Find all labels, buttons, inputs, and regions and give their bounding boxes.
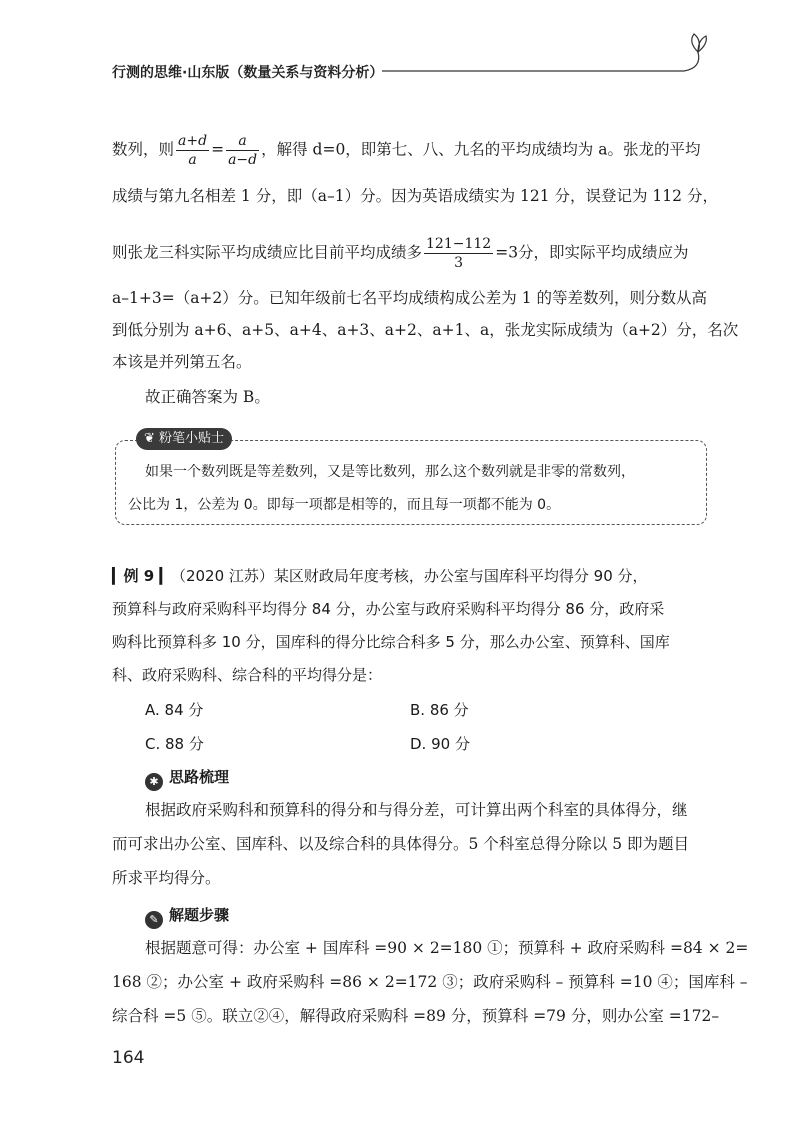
example-line-2: 预算科与政府采购科平均得分 84 分，办公室与政府采购科平均得分 86 分，政府采 <box>112 600 665 618</box>
sprout-icon: ❦ <box>144 431 160 446</box>
thinking-line-2: 而可求出办公室、国库科、以及综合科的具体得分。5 个科室总得分除以 5 即为题目 <box>112 835 690 853</box>
steps-line-2: 168 ②；办公室 + 政府采购科 =86 × 2=172 ③；政府采购科 – 预算科 =10 ④；国库科 – <box>112 973 748 991</box>
example-line-4: 科、政府采购科、综合科的平均得分是： <box>112 666 383 684</box>
solution-line-2: 成绩与第九名相差 1 分，即（a–1）分。因为英语成绩实为 121 分，误登记为 112 分， <box>112 187 718 205</box>
example-line-3: 购科比预算科多 10 分，国库科的得分比综合科多 5 分，那么办公室、预算科、国库 <box>112 633 670 651</box>
steps-line-1: 根据题意可得：办公室 + 国库科 =90 × 2=180 ①；预算科 + 政府采购科 =84 × 2= <box>145 939 749 957</box>
option-c: C. 88 分 <box>145 735 204 753</box>
answer-line: 故正确答案为 B。 <box>145 388 270 406</box>
thinking-heading: ✱ 思路梳理 <box>145 766 229 788</box>
tip-line-2: 公比为 1，公差为 0。即每一项都是相等的，而且每一项都不能为 0。 <box>128 497 561 513</box>
fraction-1: $\frac{a+d}{a}$ <box>178 133 208 168</box>
option-b: B. 86 分 <box>410 701 469 719</box>
fraction-2: $\frac{a}{a-d}$ <box>228 133 258 168</box>
header-leaf-rule <box>372 0 712 95</box>
thinking-line-1: 根据政府采购科和预算科的得分和与得分差，可计算出两个科室的具体得分，继 <box>145 801 688 819</box>
example-line-1: ▎例 9 ▎（2020 江苏）某区财政局年度考核，办公室与国库科平均得分 90 分， <box>112 567 648 585</box>
lightbulb-icon: ✱ <box>145 773 163 791</box>
solution-line-1: 数列，则 $\frac{a+d}{a}$ = $\frac{a}{a-d}$ ，解得 d=0，即第七、八、九名的平均成绩均为 a。张龙的平均 <box>112 133 701 168</box>
tip-line-1: 如果一个数列既是等差数列，又是等比数列，那么这个数列就是非零的常数列， <box>145 464 635 480</box>
solution-line-5: 到低分别为 a+6、a+5、a+4、a+3、a+2、a+1、a，张龙实际成绩为（a+2）分，名次 <box>112 321 739 339</box>
page-number: 164 <box>112 1048 145 1068</box>
pencil-icon: ✎ <box>145 911 163 929</box>
tip-badge: ❦ 粉笔小贴士 <box>136 428 232 450</box>
running-header <box>0 0 800 95</box>
steps-line-3: 综合科 =5 ⑤。联立②④，解得政府采购科 =89 分，预算科 =79 分，则办公室 =172– <box>112 1007 720 1025</box>
fraction-3: $\frac{121-112}{3}$ <box>426 236 492 271</box>
example-label: ▎例 9 ▎ <box>112 567 171 585</box>
solution-line-3: 则张龙三科实际平均成绩应比目前平均成绩多 $\frac{121-112}{3}$ =3分，即实际平均成绩应为 <box>112 236 689 271</box>
steps-heading: ✎ 解题步骤 <box>145 904 229 926</box>
solution-line-4: a–1+3=（a+2）分。已知年级前七名平均成绩构成公差为 1 的等差数列，则分数从高 <box>112 289 707 307</box>
running-header-title: 行测的思维·山东版（数量关系与资料分析） <box>112 65 384 81</box>
option-d: D. 90 分 <box>410 735 470 753</box>
option-a: A. 84 分 <box>145 701 204 719</box>
thinking-line-3: 所求平均得分。 <box>112 869 221 887</box>
solution-line-6: 本该是并列第五名。 <box>112 353 252 371</box>
